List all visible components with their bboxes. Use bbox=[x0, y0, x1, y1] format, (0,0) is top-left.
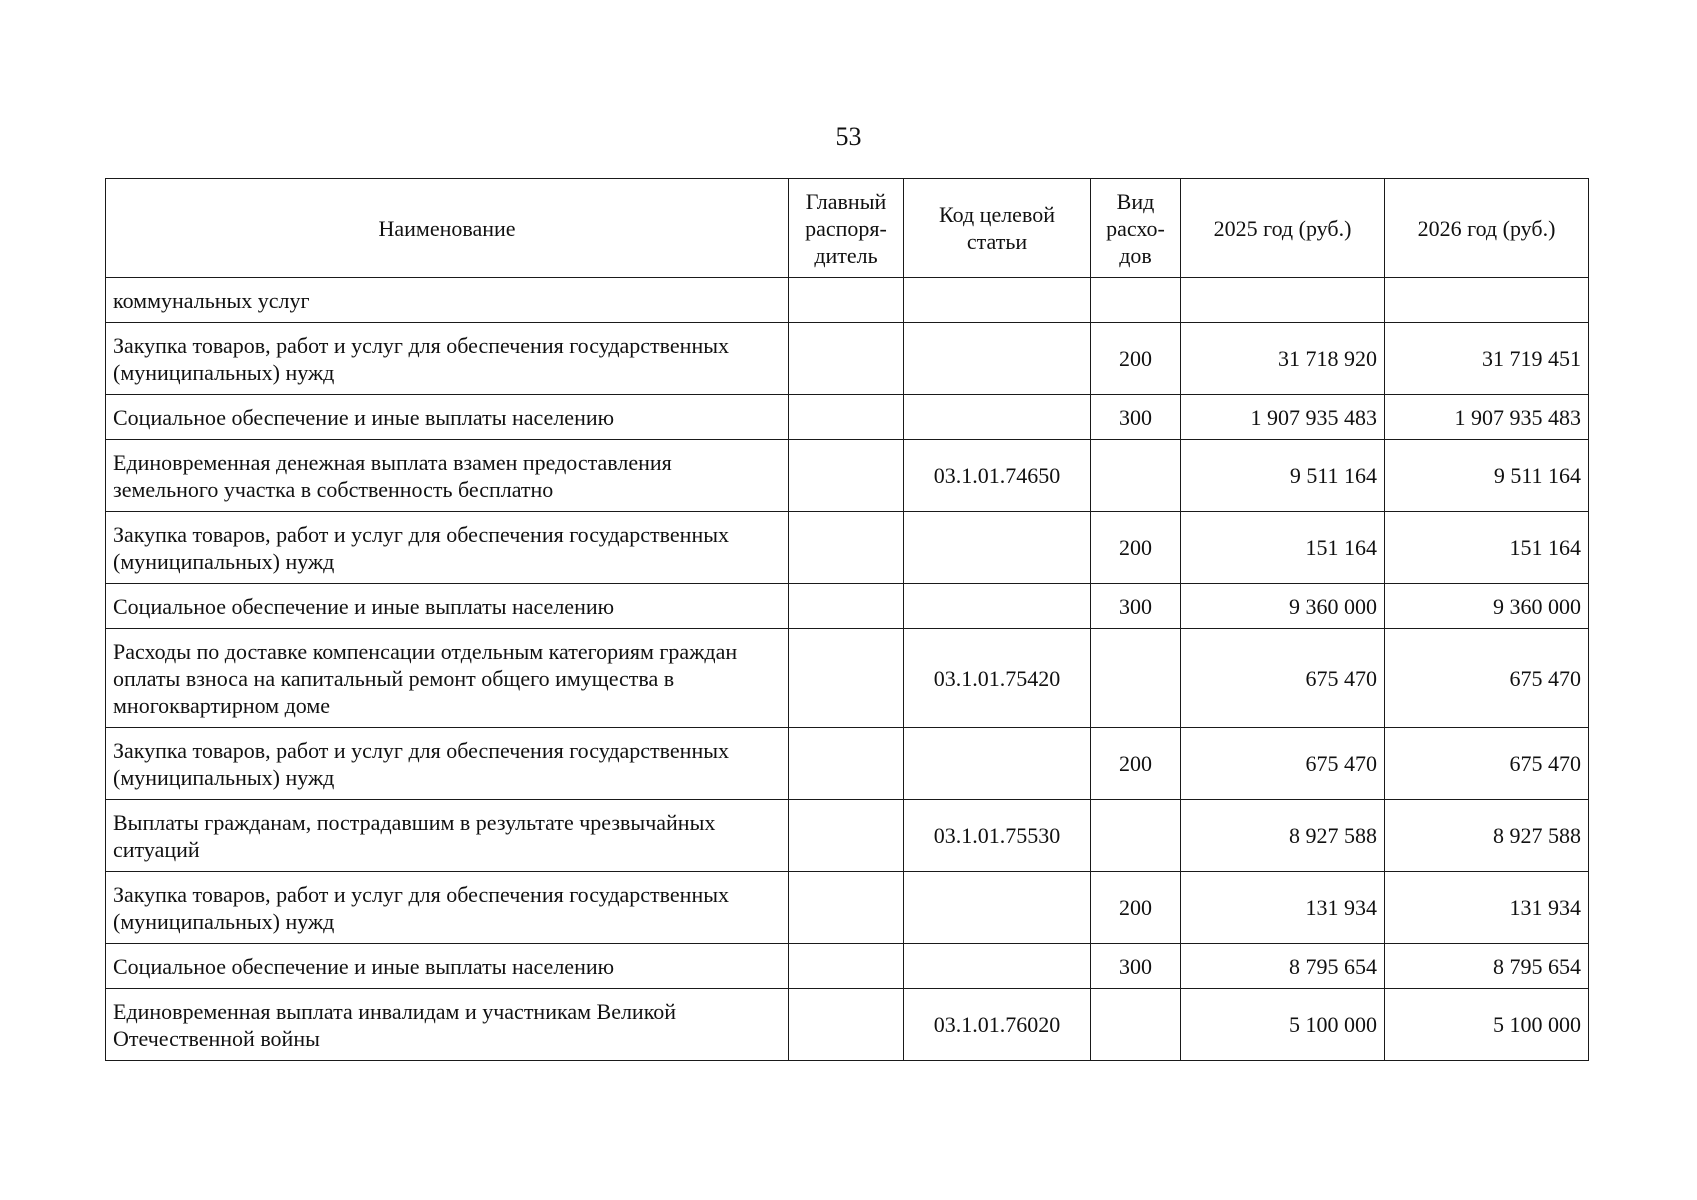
row-name: Закупка товаров, работ и услуг для обеспечения государственных (муниципальных) нужд bbox=[106, 872, 789, 944]
table-row bbox=[106, 395, 1589, 440]
row-2026: 151 164 bbox=[1385, 512, 1589, 584]
row-name: Выплаты гражданам, пострадавшим в результате чрезвычайных ситуаций bbox=[106, 800, 789, 872]
row-chief bbox=[789, 584, 904, 629]
row-name: коммунальных услуг bbox=[106, 278, 789, 323]
row-code bbox=[904, 728, 1091, 800]
row-code: 03.1.01.74650 bbox=[904, 440, 1091, 512]
row-2025: 1 907 935 483 bbox=[1181, 395, 1385, 440]
row-type: 200 bbox=[1091, 512, 1181, 584]
row-2026: 8 795 654 bbox=[1385, 944, 1589, 989]
row-type bbox=[1091, 800, 1181, 872]
header-2025: 2025 год (руб.) bbox=[1181, 179, 1385, 278]
row-type: 200 bbox=[1091, 728, 1181, 800]
row-code: 03.1.01.75420 bbox=[904, 629, 1091, 728]
row-code: 03.1.01.75530 bbox=[904, 800, 1091, 872]
row-2025: 31 718 920 bbox=[1181, 323, 1385, 395]
row-2026: 131 934 bbox=[1385, 872, 1589, 944]
row-chief bbox=[789, 800, 904, 872]
table-row bbox=[106, 800, 1589, 872]
row-code bbox=[904, 512, 1091, 584]
row-2025: 8 927 588 bbox=[1181, 800, 1385, 872]
table-row bbox=[106, 629, 1589, 728]
budget-table bbox=[105, 178, 1589, 1061]
table-row bbox=[106, 512, 1589, 584]
table-row bbox=[106, 323, 1589, 395]
row-type bbox=[1091, 629, 1181, 728]
row-name: Закупка товаров, работ и услуг для обеспечения государственных (муниципальных) нужд bbox=[106, 728, 789, 800]
row-chief bbox=[789, 944, 904, 989]
row-code bbox=[904, 323, 1091, 395]
header-name: Наименование bbox=[106, 179, 789, 278]
row-2026: 8 927 588 bbox=[1385, 800, 1589, 872]
row-code bbox=[904, 872, 1091, 944]
row-chief bbox=[789, 872, 904, 944]
row-chief bbox=[789, 323, 904, 395]
row-2026 bbox=[1385, 278, 1589, 323]
row-chief bbox=[789, 278, 904, 323]
row-name: Закупка товаров, работ и услуг для обеспечения государственных (муниципальных) нужд bbox=[106, 323, 789, 395]
row-2025 bbox=[1181, 278, 1385, 323]
row-2026: 9 360 000 bbox=[1385, 584, 1589, 629]
row-2025: 9 511 164 bbox=[1181, 440, 1385, 512]
row-type: 300 bbox=[1091, 395, 1181, 440]
table-row bbox=[106, 872, 1589, 944]
table-row bbox=[106, 278, 1589, 323]
row-name: Единовременная выплата инвалидам и участникам Великой Отечественной войны bbox=[106, 989, 789, 1061]
row-2026: 31 719 451 bbox=[1385, 323, 1589, 395]
row-chief bbox=[789, 395, 904, 440]
page-number: 53 bbox=[835, 122, 862, 151]
row-type: 200 bbox=[1091, 323, 1181, 395]
row-chief bbox=[789, 728, 904, 800]
row-code bbox=[904, 395, 1091, 440]
row-2026: 675 470 bbox=[1385, 629, 1589, 728]
row-name: Расходы по доставке компенсации отдельным категориям граждан оплаты взноса на капитальный ремонт общего имущества в многоквартирном доме bbox=[106, 629, 789, 728]
row-type bbox=[1091, 440, 1181, 512]
row-chief bbox=[789, 989, 904, 1061]
row-2025: 675 470 bbox=[1181, 629, 1385, 728]
row-name: Единовременная денежная выплата взамен предоставления земельного участка в собственность бесплатно bbox=[106, 440, 789, 512]
table-row bbox=[106, 728, 1589, 800]
row-code bbox=[904, 944, 1091, 989]
row-2026: 675 470 bbox=[1385, 728, 1589, 800]
row-chief bbox=[789, 512, 904, 584]
row-2025: 131 934 bbox=[1181, 872, 1385, 944]
header-chief-manager: Главный распоря-дитель bbox=[789, 179, 904, 278]
table-row bbox=[106, 989, 1589, 1061]
table-row bbox=[106, 440, 1589, 512]
row-code: 03.1.01.76020 bbox=[904, 989, 1091, 1061]
row-2026: 5 100 000 bbox=[1385, 989, 1589, 1061]
row-type: 300 bbox=[1091, 944, 1181, 989]
row-2025: 675 470 bbox=[1181, 728, 1385, 800]
row-chief bbox=[789, 629, 904, 728]
row-name: Социальное обеспечение и иные выплаты населению bbox=[106, 584, 789, 629]
row-type: 200 bbox=[1091, 872, 1181, 944]
header-target-code: Код целевой статьи bbox=[904, 179, 1091, 278]
row-code bbox=[904, 584, 1091, 629]
row-code bbox=[904, 278, 1091, 323]
header-2026: 2026 год (руб.) bbox=[1385, 179, 1589, 278]
row-name: Социальное обеспечение и иные выплаты населению bbox=[106, 395, 789, 440]
row-2025: 151 164 bbox=[1181, 512, 1385, 584]
table-header-row bbox=[106, 179, 1589, 278]
table-row bbox=[106, 584, 1589, 629]
table-row bbox=[106, 944, 1589, 989]
row-2025: 9 360 000 bbox=[1181, 584, 1385, 629]
row-2025: 8 795 654 bbox=[1181, 944, 1385, 989]
row-2026: 9 511 164 bbox=[1385, 440, 1589, 512]
row-name: Социальное обеспечение и иные выплаты населению bbox=[106, 944, 789, 989]
row-type bbox=[1091, 989, 1181, 1061]
header-expense-type: Вид расхо-дов bbox=[1091, 179, 1181, 278]
row-type: 300 bbox=[1091, 584, 1181, 629]
row-name: Закупка товаров, работ и услуг для обеспечения государственных (муниципальных) нужд bbox=[106, 512, 789, 584]
row-2025: 5 100 000 bbox=[1181, 989, 1385, 1061]
row-2026: 1 907 935 483 bbox=[1385, 395, 1589, 440]
row-type bbox=[1091, 278, 1181, 323]
row-chief bbox=[789, 440, 904, 512]
